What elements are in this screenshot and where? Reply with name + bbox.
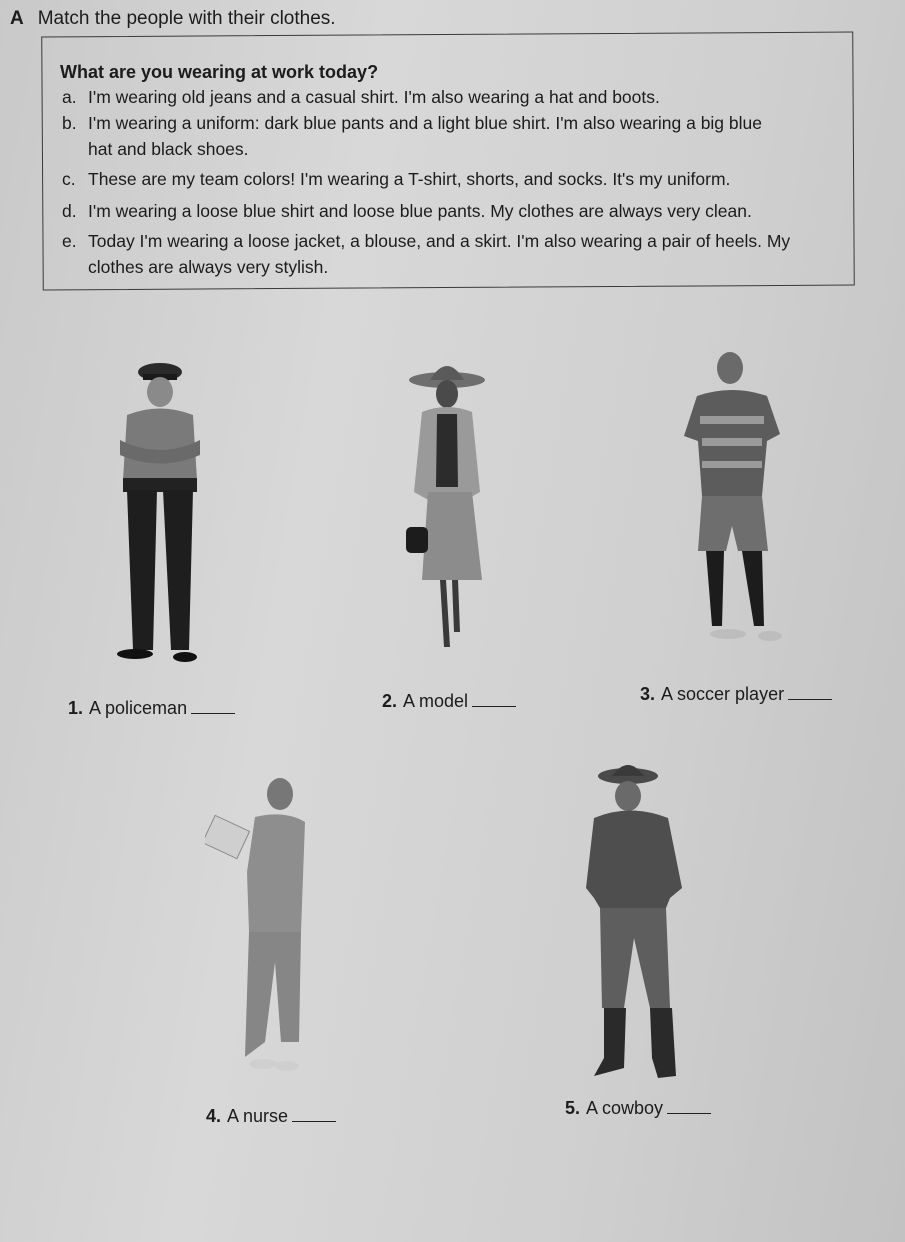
- person-label: A model: [403, 691, 469, 711]
- option-text: Today I'm wearing a loose jacket, a blouse, and a skirt. I'm also wearing a pair of heels. My: [88, 231, 791, 251]
- option-b: [62, 110, 842, 162]
- person-number: 4.: [206, 1106, 222, 1126]
- answer-blank[interactable]: [667, 1099, 711, 1114]
- option-text: These are my team colors! I'm wearing a T-shirt, shorts, and socks. It's my uniform.: [88, 169, 731, 189]
- cowboy-figure: [580, 758, 700, 1088]
- option-text: I'm wearing a uniform: dark blue pants and a light blue shirt. I'm also wearing a big blue: [88, 113, 762, 133]
- person-4-caption: [206, 1106, 336, 1127]
- person-2-caption: [382, 691, 516, 712]
- option-key: a.: [62, 87, 77, 107]
- option-a: [62, 84, 842, 110]
- policeman-figure: [105, 360, 215, 665]
- person-number: 2.: [382, 691, 398, 711]
- person-label: A policeman: [89, 698, 188, 718]
- exercise-instruction: Match the people with their clothes.: [37, 8, 336, 29]
- person-number: 1.: [68, 698, 84, 718]
- option-key: c.: [62, 169, 76, 189]
- option-text: I'm wearing old jeans and a casual shirt. I'm also wearing a hat and boots.: [88, 87, 660, 107]
- answer-blank[interactable]: [292, 1107, 336, 1122]
- option-text-continued: clothes are always very stylish.: [88, 257, 329, 277]
- model-figure: [392, 352, 502, 657]
- option-text-continued: hat and black shoes.: [88, 139, 249, 159]
- person-number: 5.: [565, 1098, 581, 1118]
- person-1-caption: [68, 698, 235, 719]
- box-question: What are you wearing at work today?: [60, 62, 379, 82]
- person-5-caption: [565, 1098, 711, 1119]
- option-key: e.: [62, 231, 77, 251]
- person-label: A soccer player: [661, 684, 785, 704]
- person-label: A nurse: [227, 1106, 289, 1126]
- answer-blank[interactable]: [191, 699, 235, 714]
- option-c: [62, 166, 842, 192]
- soccer-player-figure: [672, 346, 802, 651]
- person-label: A cowboy: [586, 1098, 664, 1118]
- person-3-caption: [640, 684, 832, 705]
- option-text: I'm wearing a loose blue shirt and loose blue pants. My clothes are always very clean.: [88, 201, 752, 221]
- person-number: 3.: [640, 684, 656, 704]
- exercise-heading: [10, 8, 336, 30]
- option-e: [62, 228, 842, 280]
- answer-blank[interactable]: [788, 685, 832, 700]
- answer-blank[interactable]: [472, 692, 516, 707]
- option-d: [62, 198, 842, 224]
- option-key: d.: [62, 201, 77, 221]
- exercise-letter: A: [10, 8, 24, 29]
- option-key: b.: [62, 113, 77, 133]
- nurse-figure: [205, 772, 320, 1077]
